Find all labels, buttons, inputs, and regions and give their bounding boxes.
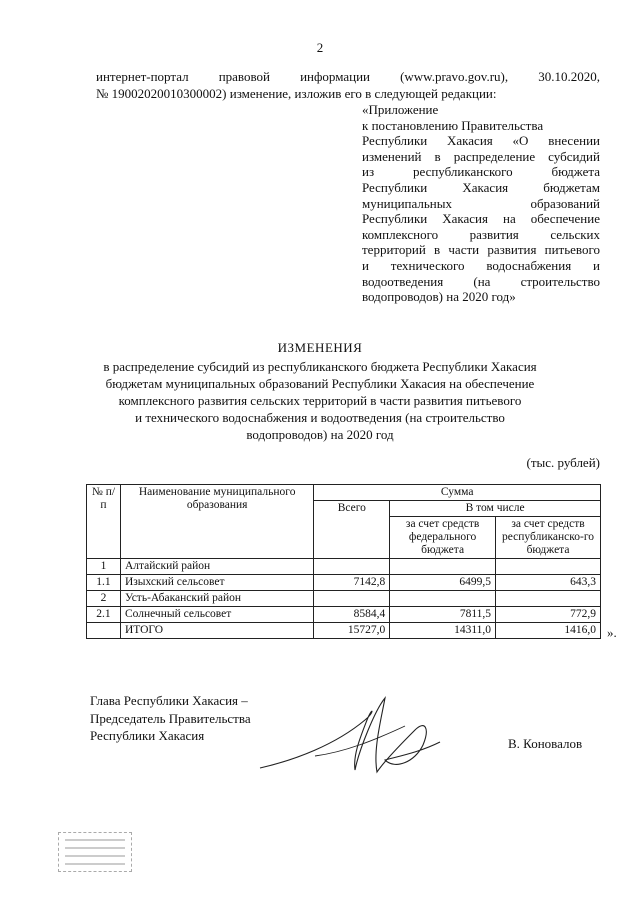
document-subtitle (80, 358, 560, 443)
cell-num: 2 (87, 591, 121, 607)
intro-line-2: № 19002020010300002) изменение, изложив его в следующей редакции: (96, 86, 497, 101)
cell-total: 7142,8 (314, 575, 390, 591)
cell-num: 1 (87, 559, 121, 575)
appendix-line: водопроводов) на 2020 год» (362, 289, 516, 305)
intro-word: 30.10.2020, (538, 69, 600, 84)
subtitle-line: в распределение субсидий из республиканского бюджета Республики Хакасия (103, 359, 537, 374)
subtitle-line: комплексного развития сельских территорий в части развития питьевого (118, 393, 522, 408)
intro-paragraph (96, 68, 600, 102)
table-body (87, 559, 601, 639)
cell-name: Изыхский сельсовет (120, 575, 313, 591)
cell-total: 15727,0 (314, 623, 390, 639)
cell-federal: 6499,5 (390, 575, 496, 591)
cell-federal (390, 559, 496, 575)
cell-total: 8584,4 (314, 607, 390, 623)
appendix-line: «Приложение (362, 102, 439, 117)
appendix-heading (362, 102, 600, 305)
cell-name: ИТОГО (120, 623, 313, 639)
registration-stamp (58, 832, 132, 872)
appendix-line: территорий в части развития питьевого (362, 242, 600, 258)
appendix-line: муниципальных образований (362, 195, 600, 211)
table-row (87, 607, 601, 623)
intro-word: правовой (218, 69, 270, 84)
appendix-line: Республики Хакасия на обеспечение (362, 211, 600, 227)
cell-total (314, 559, 390, 575)
appendix-line: водоотведения (на строительство (362, 273, 600, 289)
appendix-line: и технического водоснабжения и (362, 257, 600, 273)
cell-federal: 14311,0 (390, 623, 496, 639)
closing-quote: ». (607, 625, 617, 640)
subtitle-line: и технического водоснабжения и водоотведения (на строительство (135, 410, 505, 425)
document-title: ИЗМЕНЕНИЯ (277, 340, 363, 355)
table-row (87, 575, 601, 591)
handwritten-signature (255, 690, 445, 785)
cell-num (87, 623, 121, 639)
intro-line-1 (96, 68, 600, 85)
header-num: № п/п (87, 485, 121, 559)
table-row (87, 559, 601, 575)
cell-name: Алтайский район (120, 559, 313, 575)
cell-federal (390, 591, 496, 607)
cell-republic: 643,3 (496, 575, 601, 591)
subsidy-table (86, 484, 601, 639)
appendix-line: изменений в распределение субсидий (362, 148, 600, 164)
cell-republic: 1416,0 (496, 623, 601, 639)
signer-position-line: Председатель Правительства (90, 710, 251, 726)
table-row (87, 591, 601, 607)
cell-num: 2.1 (87, 607, 121, 623)
header-name: Наименование муниципального образования (120, 485, 313, 559)
subtitle-line: водопроводов) на 2020 год (246, 427, 394, 442)
header-total: Всего (314, 501, 390, 559)
appendix-line: Республики Хакасия бюджетам (362, 179, 600, 195)
intro-word: информации (300, 69, 370, 84)
intro-word: (www.pravo.gov.ru), (400, 69, 509, 84)
units-label: (тыс. рублей) (526, 455, 600, 470)
cell-republic: 772,9 (496, 607, 601, 623)
cell-total (314, 591, 390, 607)
signer-position-line: Республики Хакасия (90, 728, 205, 743)
cell-republic (496, 591, 601, 607)
header-republic: за счет средств республиканско-го бюджета (496, 517, 601, 559)
signer-name: В. Коновалов (508, 736, 583, 751)
intro-word: интернет-портал (96, 69, 189, 84)
cell-name: Солнечный сельсовет (120, 607, 313, 623)
header-federal: за счет средств федерального бюджета (390, 517, 496, 559)
signer-position (90, 692, 251, 745)
signer-position-line: Глава Республики Хакасия – (90, 693, 248, 708)
appendix-line: из республиканского бюджета (362, 164, 600, 180)
cell-name: Усть-Абаканский район (120, 591, 313, 607)
header-sum: Сумма (314, 485, 601, 501)
cell-num: 1.1 (87, 575, 121, 591)
appendix-line: комплексного развития сельских (362, 226, 600, 242)
table-row (87, 623, 601, 639)
page-number: 2 (316, 40, 324, 55)
header-including: В том числе (390, 501, 601, 517)
subtitle-line: бюджетам муниципальных образований Республики Хакасия на обеспечение (105, 376, 535, 391)
cell-federal: 7811,5 (390, 607, 496, 623)
appendix-line: к постановлению Правительства (362, 117, 544, 133)
cell-republic (496, 559, 601, 575)
appendix-line: Республики Хакасия «О внесении (362, 133, 600, 149)
